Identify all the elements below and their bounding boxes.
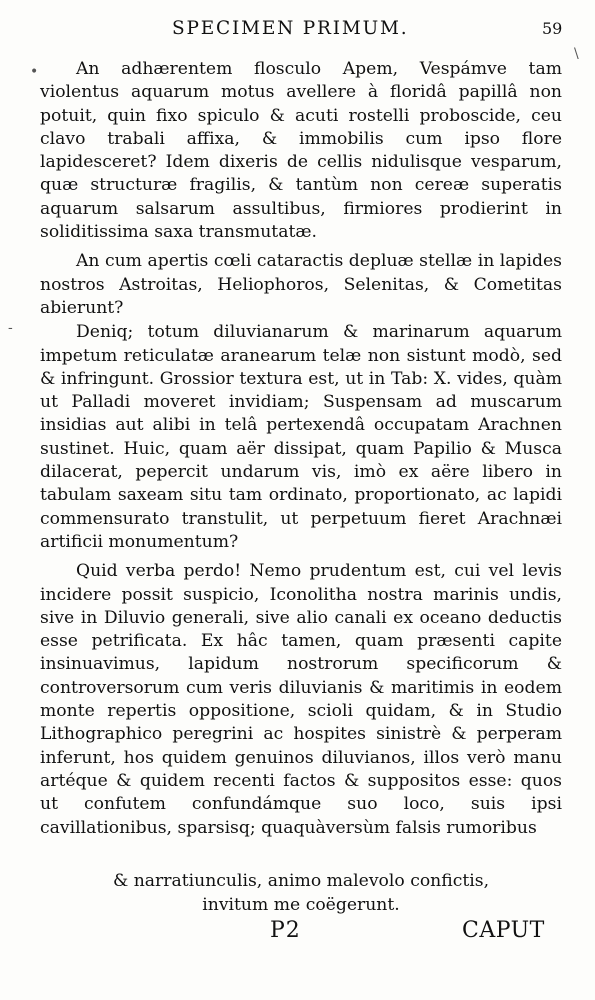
catchword: CAPUT (462, 918, 545, 943)
page-footer (0, 918, 595, 958)
paragraph: Deniq; totum diluvianarum & marinarum aquarum impetum reticulatæ aranearum telæ non sistunt modò, sed & infringunt. Grossior textura est, ut in Tab: X. vides, quàm ut Palladi moveret invidiam; Suspensam ad muscarum insidias aut alibi in telâ pertexendâ occupatam Arachnen sustinet. Huic, quam aër dissipat, quam Papilio & Musca dilacerat, pepercit undarum vis, imò ex aëre libero in tabulam saxeam situ tam ordinato, proportionato, ac lapidi commensurato transtulit, ut perpetuum fieret Arachnæi artificii monumentum? (40, 322, 562, 552)
body-text (40, 58, 562, 840)
page-header (0, 18, 595, 44)
margin-mark: \ (574, 46, 579, 62)
margin-mark: - (8, 320, 13, 336)
paragraph: Quid verba perdo! Nemo prudentum est, cui vel levis incidere possit suspicio, Iconolitha nostra marinis undis, sive in Diluvio generali, sive alio canali ex oceano deductis esse petrificata. Ex hâc tamen, quam præsenti capite insinuavimus, lapidum nostrorum specificorum & controversorum cum veris diluvianis & maritimis in eodem monte repertis oppositione, scioli quidam, & in Studio Lithographico peregrini ac hospites sinistrè & perperam inferunt, hos quidem genuinos diluvianos, illos verò manu artéque & quidem recenti factos & suppositos esse: quos ut confutem confundámque suo loco, suis ipsi cavillationibus, sparsisq; quaquàversùm falsis rumoribus (40, 561, 562, 838)
paragraph: An adhærentem flosculo Apem, Vespámve tam violentus aquarum motus avellere à floridâ papillâ non potuit, quin fixo spiculo & acuti rostelli proboscide, ceu clavo trabali affixa, & immobilis cum ipso flore lapidesceret? Idem dixeris de cellis nidulisque vesparum, quæ structuræ fragilis, & tantùm non cereæ superatis aquarum salsarum assultibus, firmiores prodierint in soliditissima saxa transmutatæ. (40, 59, 562, 243)
paragraph: An cum apertis cœli cataractis depluæ stellæ in lapides nostros Astroitas, Heliophoros, Selenitas, & Cometitas abierunt? (40, 251, 562, 318)
signature-mark: P2 (270, 918, 301, 943)
closing-line: & narratiunculis, animo malevolo confictis, (112, 871, 490, 891)
running-title: SPECIMEN PRIMUM. (172, 18, 409, 39)
closing-line: invitum me coëgerunt. (202, 895, 400, 915)
page-number: 59 (542, 19, 563, 38)
margin-mark: • (30, 64, 39, 80)
